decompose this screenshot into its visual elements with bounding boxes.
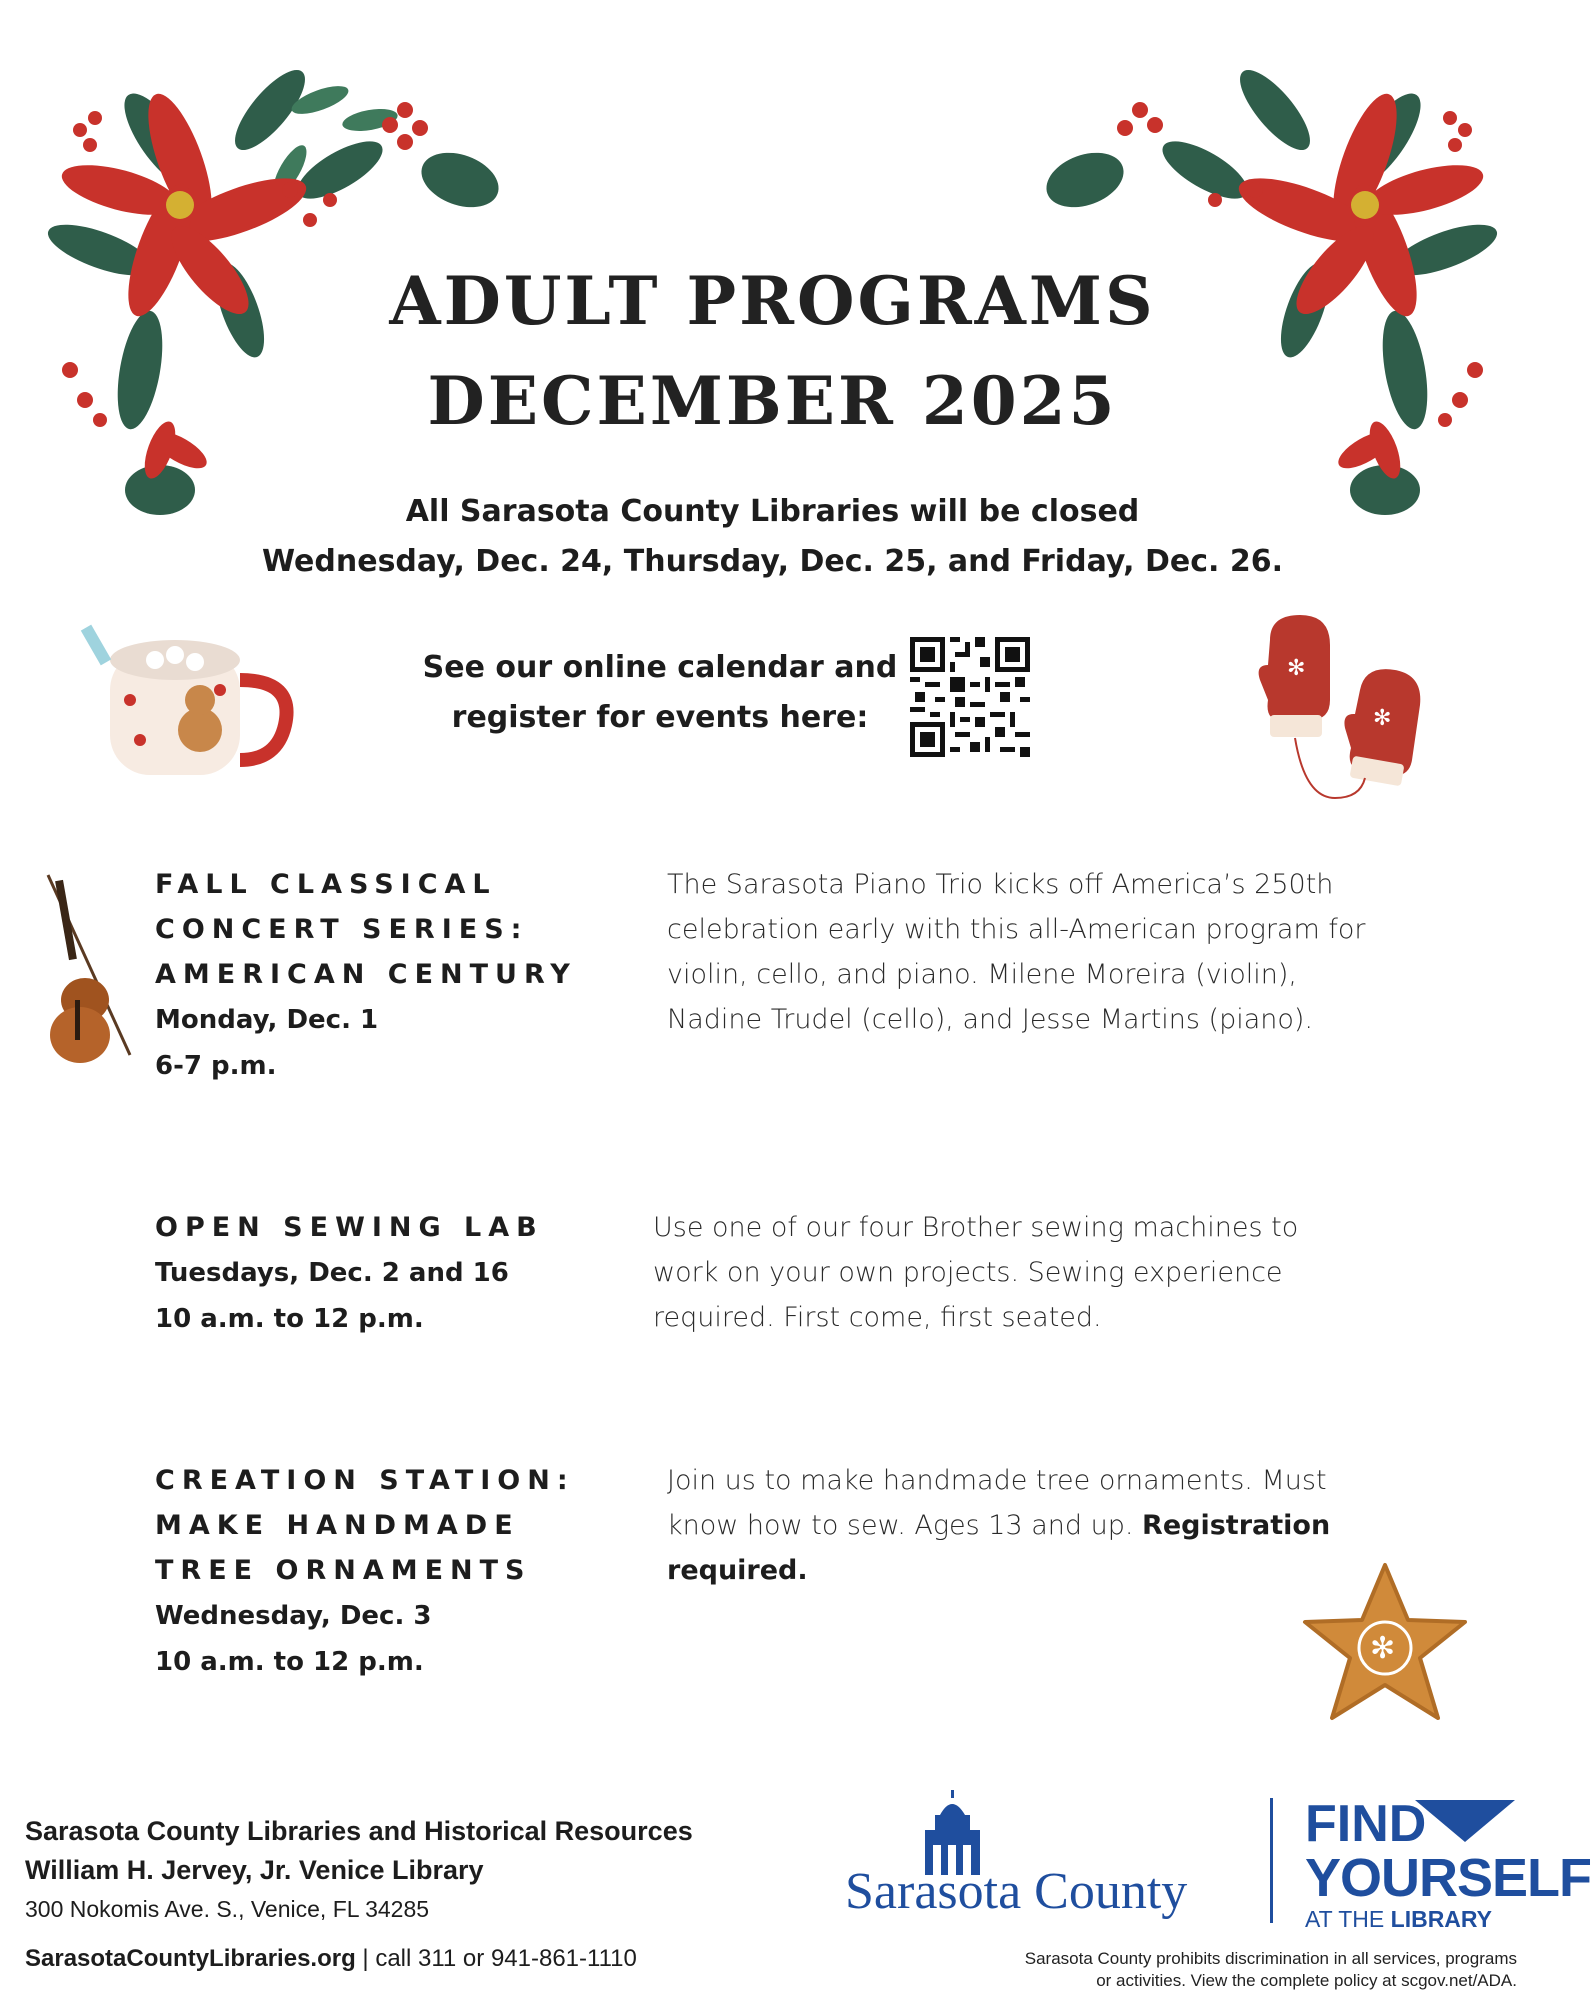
description-line: violin, cello, and piano. Milene Moreira (violin), (667, 959, 1297, 990)
event-time: 10 a.m. to 12 p.m. (155, 1647, 424, 1677)
gingerbread-star-icon (1300, 1560, 1470, 1730)
ada-notice (917, 1948, 1517, 1992)
library-text: LIBRARY (1390, 1906, 1493, 1932)
event-title-line: FALL CLASSICAL (155, 869, 497, 900)
at-the-text: AT THE (1305, 1906, 1385, 1932)
event-description (653, 1205, 1453, 1340)
event-date: Tuesdays, Dec. 2 and 16 (155, 1258, 509, 1288)
footer-org: Sarasota County Libraries and Historical Resources (25, 1816, 693, 1846)
find-text: FIND (1305, 1795, 1427, 1853)
website-link[interactable]: SarasotaCountyLibraries.org (25, 1945, 356, 1972)
page-title-line2: DECEMBER 2025 (427, 362, 1118, 440)
description-line: work on your own projects. Sewing experience (653, 1257, 1283, 1288)
event-date: Monday, Dec. 1 (155, 1005, 379, 1035)
registration-required: required. (667, 1555, 808, 1586)
logo-divider (1270, 1798, 1273, 1923)
event-title-line: AMERICAN CENTURY (155, 959, 577, 990)
footer-address: 300 Nokomis Ave. S., Venice, FL 34285 (25, 1896, 430, 1922)
ada-line: or activities. View the complete policy at scgov.net/ADA. (1096, 1971, 1517, 1990)
footer-address-block (25, 1812, 725, 1977)
page-title-line1: ADULT PROGRAMS (389, 262, 1156, 340)
sarasota-county-logo-text: Sarasota County (845, 1863, 1188, 1920)
description-line: Nadine Trudel (cello), and Jesse Martins (piano). (667, 1004, 1314, 1035)
description-line: Join us to make handmade tree ornaments. Must (667, 1465, 1327, 1496)
calendar-prompt-line1: See our online calendar and (422, 650, 898, 685)
calendar-prompt-line2: register for events here: (451, 700, 869, 735)
triangle-icon (1415, 1800, 1515, 1842)
event-fall-classical (155, 862, 615, 1089)
footer-branch: William H. Jervey, Jr. Venice Library (25, 1855, 484, 1885)
event-title-line: MAKE HANDMADE (155, 1510, 520, 1541)
event-title-line: TREE ORNAMENTS (155, 1555, 532, 1586)
description-line: The Sarasota Piano Trio kicks off America’s 250th (667, 869, 1334, 900)
cocoa-mug-icon (80, 620, 310, 790)
footer-contact (25, 1941, 725, 1977)
description-text: know how to sew. Ages 13 and up. (667, 1510, 1134, 1541)
event-time: 6-7 p.m. (155, 1051, 277, 1081)
event-date: Wednesday, Dec. 3 (155, 1601, 432, 1631)
event-creation-station (155, 1458, 615, 1685)
violin-icon (40, 870, 140, 1070)
closure-notice-line1: All Sarasota County Libraries will be closed (405, 494, 1140, 529)
phone-text: | call 311 or 941-861-1110 (362, 1945, 637, 1972)
qr-code-icon[interactable] (910, 637, 1030, 757)
event-title-line: CONCERT SERIES: (155, 914, 529, 945)
yourself-text: YOURSELF (1305, 1848, 1591, 1908)
event-title-line: OPEN SEWING LAB (155, 1212, 544, 1243)
description-line: celebration early with this all-American program for (667, 914, 1366, 945)
closure-notice-line2: Wednesday, Dec. 24, Thursday, Dec. 25, and Friday, Dec. 26. (262, 544, 1283, 579)
registration-required: Registration (1142, 1510, 1331, 1541)
svg-text:✻: ✻ (1370, 1631, 1396, 1666)
event-description (667, 862, 1467, 1042)
at-the-library (1305, 1906, 1525, 1932)
event-title-line: CREATION STATION: (155, 1465, 575, 1496)
event-time: 10 a.m. to 12 p.m. (155, 1304, 424, 1334)
event-open-sewing-lab (155, 1205, 615, 1342)
description-line (667, 1503, 1467, 1548)
mittens-icon (1255, 610, 1465, 810)
find-yourself-logo (1305, 1795, 1591, 1932)
description-line: Use one of our four Brother sewing machines to (653, 1212, 1299, 1243)
svg-text:✻: ✻ (1373, 706, 1392, 731)
ada-line: Sarasota County prohibits discrimination in all services, programs (1024, 1949, 1517, 1968)
description-line: required. First come, first seated. (653, 1302, 1102, 1333)
svg-text:✻: ✻ (1287, 656, 1306, 681)
